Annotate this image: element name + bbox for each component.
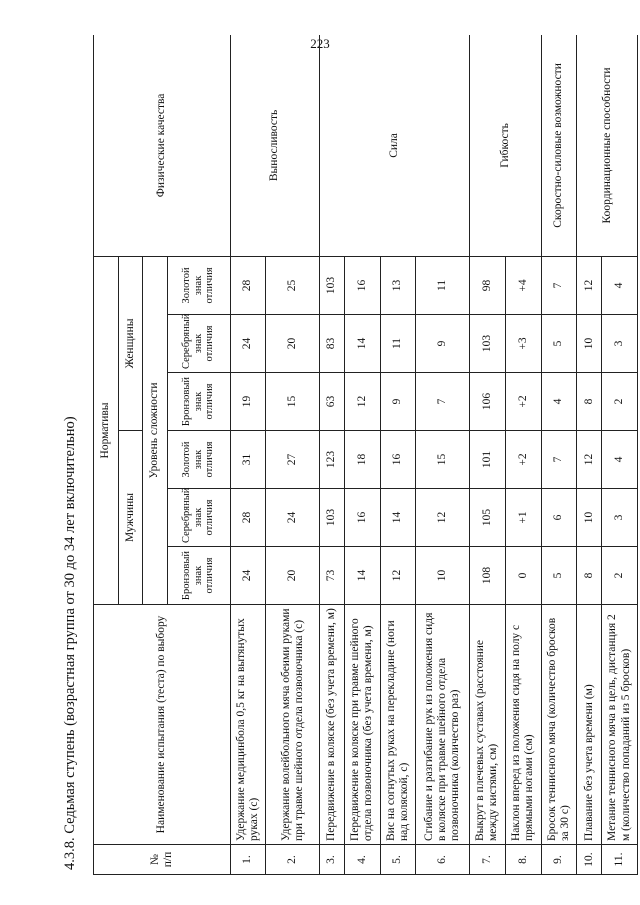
value-cell: 7 xyxy=(541,256,577,314)
value-cell: 12 xyxy=(344,373,380,431)
value-cell: 14 xyxy=(344,315,380,373)
value-cell: 31 xyxy=(230,431,266,489)
value-cell: 2 xyxy=(602,373,638,431)
value-cell: 12 xyxy=(577,256,602,314)
value-cell: 8 xyxy=(577,373,602,431)
value-cell: 25 xyxy=(266,256,320,314)
table-row xyxy=(320,35,345,875)
row-num: 4. xyxy=(344,845,380,875)
value-cell: 19 xyxy=(230,373,266,431)
value-cell: 24 xyxy=(230,315,266,373)
table-stage xyxy=(93,35,638,875)
row-name: Выкрут в плечевых суставах (расстояние между кистями, см) xyxy=(470,605,506,845)
header-level: Уровень сложности xyxy=(143,256,168,604)
value-cell: +2 xyxy=(505,431,541,489)
row-num: 9. xyxy=(541,845,577,875)
value-cell: 16 xyxy=(380,431,416,489)
table-row xyxy=(541,35,577,875)
row-num: 7. xyxy=(470,845,506,875)
header-badge: Бронзовый знак отличия xyxy=(167,547,230,605)
header-name: Наименование испытания (теста) по выбору xyxy=(94,605,231,845)
value-cell: 9 xyxy=(416,315,470,373)
value-cell: 3 xyxy=(602,315,638,373)
value-cell: +2 xyxy=(505,373,541,431)
header-badge: Золотой знак отличия xyxy=(167,431,230,489)
header-badge: Серебряный знак отличия xyxy=(167,489,230,547)
rotated-table-wrap xyxy=(93,35,638,875)
row-name: Передвижение в коляске при травме шейного отдела позвоночника (без учета времени, м) xyxy=(344,605,380,845)
section-heading: 4.3.8. Седьмая ступень (возрастная группа от 30 до 34 лет включительно) xyxy=(62,416,78,870)
norms-table xyxy=(93,35,638,875)
value-cell: 73 xyxy=(320,547,345,605)
row-num: 8. xyxy=(505,845,541,875)
row-name: Метание теннисного мяча в цель, дистанция 2 м (количество попаданий из 5 бросков) xyxy=(602,605,638,845)
row-name: Бросок теннисного мяча (количество бросков за 30 с) xyxy=(541,605,577,845)
header-badge: Серебряный знак отличия xyxy=(167,315,230,373)
value-cell: 6 xyxy=(541,489,577,547)
row-num: 10. xyxy=(577,845,602,875)
row-num: 3. xyxy=(320,845,345,875)
row-num: 2. xyxy=(266,845,320,875)
value-cell: 28 xyxy=(230,256,266,314)
value-cell: 98 xyxy=(470,256,506,314)
header-norms: Нормативы xyxy=(94,256,119,604)
quality-cell: Скоростно-силовые возможности xyxy=(541,35,577,256)
value-cell: 5 xyxy=(541,547,577,605)
value-cell: 108 xyxy=(470,547,506,605)
value-cell: +1 xyxy=(505,489,541,547)
value-cell: 5 xyxy=(541,315,577,373)
heading-wrap xyxy=(62,416,78,880)
value-cell: 14 xyxy=(380,489,416,547)
quality-cell: Гибкость xyxy=(470,35,542,256)
header-men: Мужчины xyxy=(118,431,143,605)
value-cell: 4 xyxy=(602,431,638,489)
value-cell: 20 xyxy=(266,547,320,605)
header-badge: Золотой знак отличия xyxy=(167,256,230,314)
row-name: Передвижение в коляске (без учета времени, м) xyxy=(320,605,345,845)
value-cell: 9 xyxy=(380,373,416,431)
quality-cell: Сила xyxy=(320,35,470,256)
value-cell: 11 xyxy=(380,315,416,373)
table-row xyxy=(470,35,506,875)
value-cell: 123 xyxy=(320,431,345,489)
value-cell: 20 xyxy=(266,315,320,373)
value-cell: 24 xyxy=(266,489,320,547)
value-cell: 63 xyxy=(320,373,345,431)
table-row xyxy=(577,35,602,875)
row-name: Вис на согнутых руках на перекладине (ноги над коляской, с) xyxy=(380,605,416,845)
page-number: 223 xyxy=(310,36,330,51)
value-cell: 101 xyxy=(470,431,506,489)
header-num: № п/п xyxy=(94,845,231,875)
value-cell: 10 xyxy=(416,547,470,605)
value-cell: 8 xyxy=(577,547,602,605)
quality-cell: Координационные способности xyxy=(577,35,638,256)
quality-cell: Выносливость xyxy=(230,35,320,256)
value-cell: 10 xyxy=(577,315,602,373)
value-cell: 11 xyxy=(416,256,470,314)
value-cell: 15 xyxy=(416,431,470,489)
value-cell: 12 xyxy=(416,489,470,547)
value-cell: 28 xyxy=(230,489,266,547)
value-cell: 83 xyxy=(320,315,345,373)
value-cell: 12 xyxy=(577,431,602,489)
row-num: 11. xyxy=(602,845,638,875)
value-cell: 7 xyxy=(541,431,577,489)
value-cell: 103 xyxy=(320,256,345,314)
row-name: Удержание волейбольного мяча обеими руками при травме шейного отдела позвоночника (с) xyxy=(266,605,320,845)
table-row xyxy=(230,35,266,875)
header-badge: Бронзовый знак отличия xyxy=(167,373,230,431)
header-women: Женщины xyxy=(118,256,143,430)
row-name: Наклон вперед из положения сидя на полу с прямыми ногами (см) xyxy=(505,605,541,845)
value-cell: 4 xyxy=(541,373,577,431)
value-cell: 14 xyxy=(344,547,380,605)
value-cell: 15 xyxy=(266,373,320,431)
row-name: Плавание без учета времени (м) xyxy=(577,605,602,845)
value-cell: 10 xyxy=(577,489,602,547)
value-cell: 103 xyxy=(320,489,345,547)
value-cell: 16 xyxy=(344,256,380,314)
value-cell: +3 xyxy=(505,315,541,373)
row-name: Сгибание и разгибание рук из положения сидя в коляске при травме шейного отдела позвоночника (количество раз) xyxy=(416,605,470,845)
value-cell: 16 xyxy=(344,489,380,547)
value-cell: 106 xyxy=(470,373,506,431)
value-cell: 18 xyxy=(344,431,380,489)
value-cell: 12 xyxy=(380,547,416,605)
value-cell: 105 xyxy=(470,489,506,547)
header-quality: Физические качества xyxy=(94,35,231,256)
value-cell: +4 xyxy=(505,256,541,314)
row-num: 1. xyxy=(230,845,266,875)
value-cell: 103 xyxy=(470,315,506,373)
value-cell: 24 xyxy=(230,547,266,605)
row-num: 6. xyxy=(416,845,470,875)
value-cell: 0 xyxy=(505,547,541,605)
row-num: 5. xyxy=(380,845,416,875)
value-cell: 2 xyxy=(602,547,638,605)
value-cell: 4 xyxy=(602,256,638,314)
value-cell: 13 xyxy=(380,256,416,314)
value-cell: 7 xyxy=(416,373,470,431)
row-name: Удержание медицинбола 0,5 кг на вытянутых руках (с) xyxy=(230,605,266,845)
value-cell: 3 xyxy=(602,489,638,547)
value-cell: 27 xyxy=(266,431,320,489)
